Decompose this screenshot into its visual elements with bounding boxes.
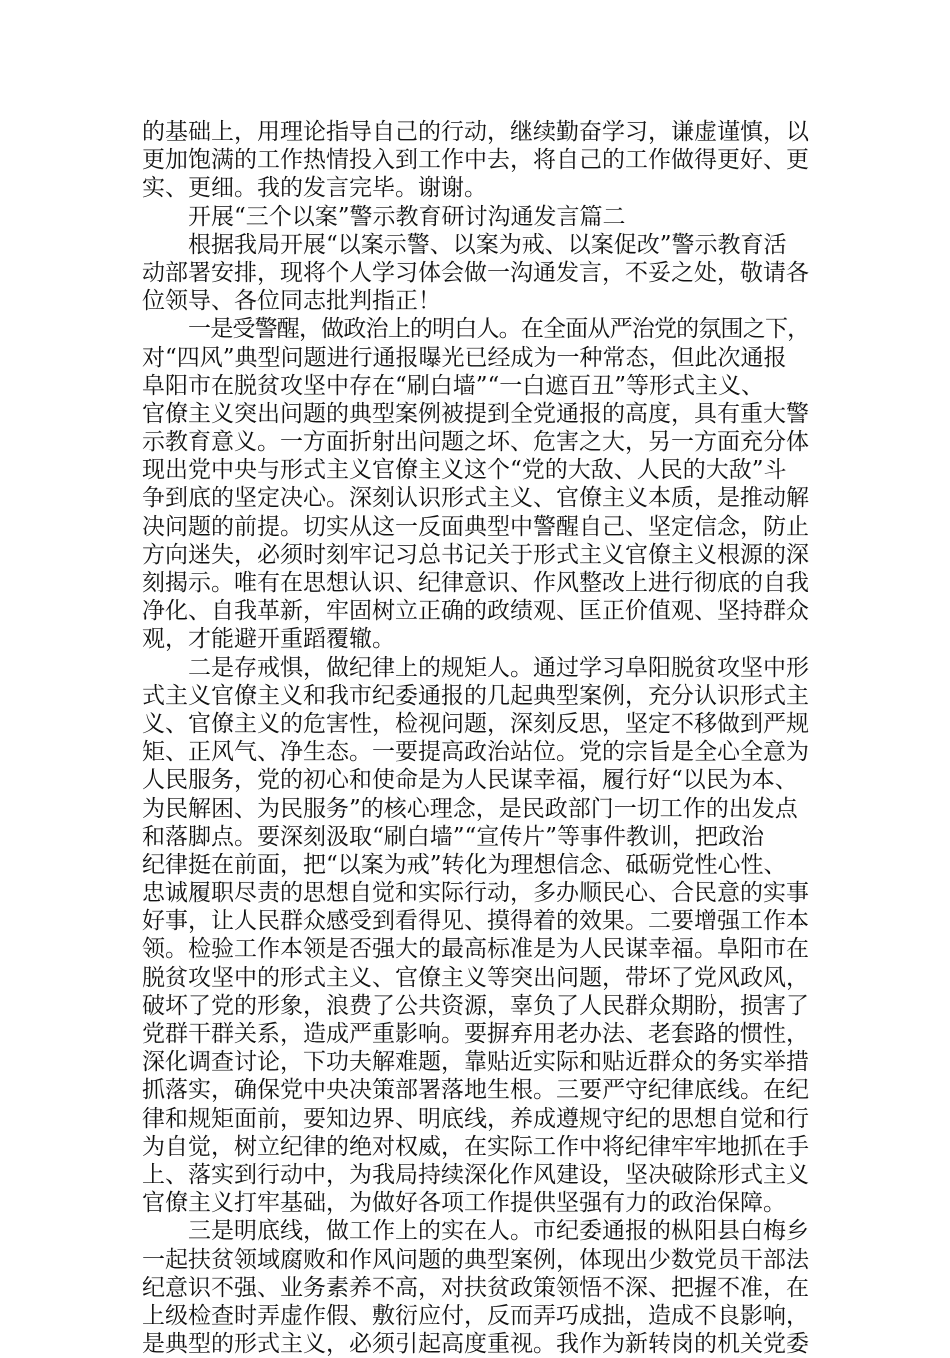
text-line: 好事，让人民群众感受到看得见、摸得着的效果。二要增强工作本 xyxy=(142,908,809,935)
text-line: 决问题的前提。切实从这一反面典型中警醒自己、坚定信念，防止 xyxy=(142,513,809,540)
text-line: 官僚主义打牢基础，为做好各项工作提供坚强有力的政治保障。 xyxy=(142,1190,786,1217)
text-line: 方向迷失，必须时刻牢记习总书记关于形式主义官僚主义根源的深 xyxy=(142,541,809,568)
text-line: 示教育意义。一方面折射出问题之坏、危害之大，另一方面充分体 xyxy=(142,429,809,456)
text-line: 和落脚点。要深刻汲取“刷白墙”“宣传片”等事件教训，把政治 xyxy=(142,823,765,850)
text-line: 官僚主义突出问题的典型案例被提到全党通报的高度，具有重大警 xyxy=(142,400,809,427)
text-line: 党群干群关系，造成严重影响。要摒弃用老办法、老套路的惯性， xyxy=(142,1021,809,1047)
text-line: 抓落实，确保党中央决策部署落地生根。三要严守纪律底线。在纪 xyxy=(142,1077,809,1104)
paragraph-first-line: 根据我局开展“以案示警、以案为戒、以案促改”警示教育活 xyxy=(188,231,787,258)
text-line: 位领导、各位同志批判指正！ xyxy=(142,288,441,315)
text-line: 矩、正风气、净生态。一要提高政治站位。党的宗旨是全心全意为 xyxy=(142,739,809,766)
text-line: 净化、自我革新，牢固树立正确的政绩观、匡正价值观、坚持群众 xyxy=(142,598,809,625)
text-line: 深化调查讨论，下功夫解难题，靠贴近实际和贴近群众的务实举措 xyxy=(142,1049,809,1076)
paragraph-first-line: 一是受警醒，做政治上的明白人。在全面从严治党的氛围之下， xyxy=(188,316,810,343)
text-line: 为民解困、为民服务”的核心理念，是民政部门一切工作的出发点 xyxy=(142,795,798,822)
text-line: 脱贫攻坚中的形式主义、官僚主义等突出问题，带坏了党风政风， xyxy=(142,964,809,991)
text-line: 的基础上，用理论指导自己的行动，继续勤奋学习，谦虚谨慎，以 xyxy=(142,119,809,145)
text-line: 对“四风”典型问题进行通报曝光已经成为一种常态，但此次通报 xyxy=(142,344,787,371)
text-line: 动部署安排，现将个人学习体会做一沟通发言，不妥之处，敬请各 xyxy=(142,259,809,286)
text-line: 是典型的形式主义，必须引起高度重视。我作为新转岗的机关党委 xyxy=(142,1331,809,1358)
document-body xyxy=(142,118,810,1358)
text-line: 实、更细。我的发言完毕。谢谢。 xyxy=(142,175,487,202)
text-line: 一起扶贫领域腐败和作风问题的典型案例，体现出少数党员干部法 xyxy=(142,1246,809,1273)
text-line: 现出党中央与形式主义官僚主义这个“党的大敌、人民的大敌”斗 xyxy=(142,457,787,484)
text-line: 忠诚履职尽责的思想自觉和实际行动，多办顺民心、合民意的实事 xyxy=(142,880,809,907)
text-line: 上级检查时弄虚作假、敷衍应付，反而弄巧成拙，造成不良影响， xyxy=(142,1302,809,1329)
text-line: 纪律挺在前面，把“以案为戒”转化为理想信念、砥砺党性心性、 xyxy=(142,851,787,878)
text-line: 破坏了党的形象，浪费了公共资源，辜负了人民群众期盼，损害了 xyxy=(142,992,809,1019)
text-line: 领。检验工作本领是否强大的最高标准是为人民谋幸福。阜阳市在 xyxy=(142,936,809,963)
text-line: 式主义官僚主义和我市纪委通报的几起典型案例，充分认识形式主 xyxy=(142,682,809,709)
text-line: 为自觉，树立纪律的绝对权威，在实际工作中将纪律牢牢地抓在手 xyxy=(142,1133,809,1160)
text-line: 上、落实到行动中，为我局持续深化作风建设，坚决破除形式主义 xyxy=(142,1161,809,1188)
text-line: 阜阳市在脱贫攻坚中存在“刷白墙”“一白遮百丑”等形式主义、 xyxy=(142,372,765,399)
text-line: 刻揭示。唯有在思想认识、纪律意识、作风整改上进行彻底的自我 xyxy=(142,570,809,596)
text-line: 观，才能避开重蹈覆辙。 xyxy=(142,626,395,653)
paragraph-first-line: 三是明底线，做工作上的实在人。市纪委通报的枞阳县白梅乡 xyxy=(188,1218,809,1245)
text-line: 更加饱满的工作热情投入到工作中去，将自己的工作做得更好、更 xyxy=(142,147,809,174)
text-line: 义、官僚主义的危害性，检视问题，深刻反思，坚定不移做到严规 xyxy=(142,710,809,737)
text-line: 人民服务，党的初心和使命是为人民谋幸福，履行好“以民为本、 xyxy=(142,767,798,794)
paragraph-first-line: 开展“三个以案”警示教育研讨沟通发言篇二 xyxy=(188,203,626,230)
paragraph-first-line: 二是存戒惧，做纪律上的规矩人。通过学习阜阳脱贫攻坚中形 xyxy=(188,654,809,681)
text-line: 律和规矩面前，要知边界、明底线，养成遵规守纪的思想自觉和行 xyxy=(142,1105,809,1132)
text-line: 争到底的坚定决心。深刻认识形式主义、官僚主义本质，是推动解 xyxy=(142,485,809,512)
text-line: 纪意识不强、业务素养不高，对扶贫政策领悟不深、把握不准，在 xyxy=(142,1274,809,1301)
